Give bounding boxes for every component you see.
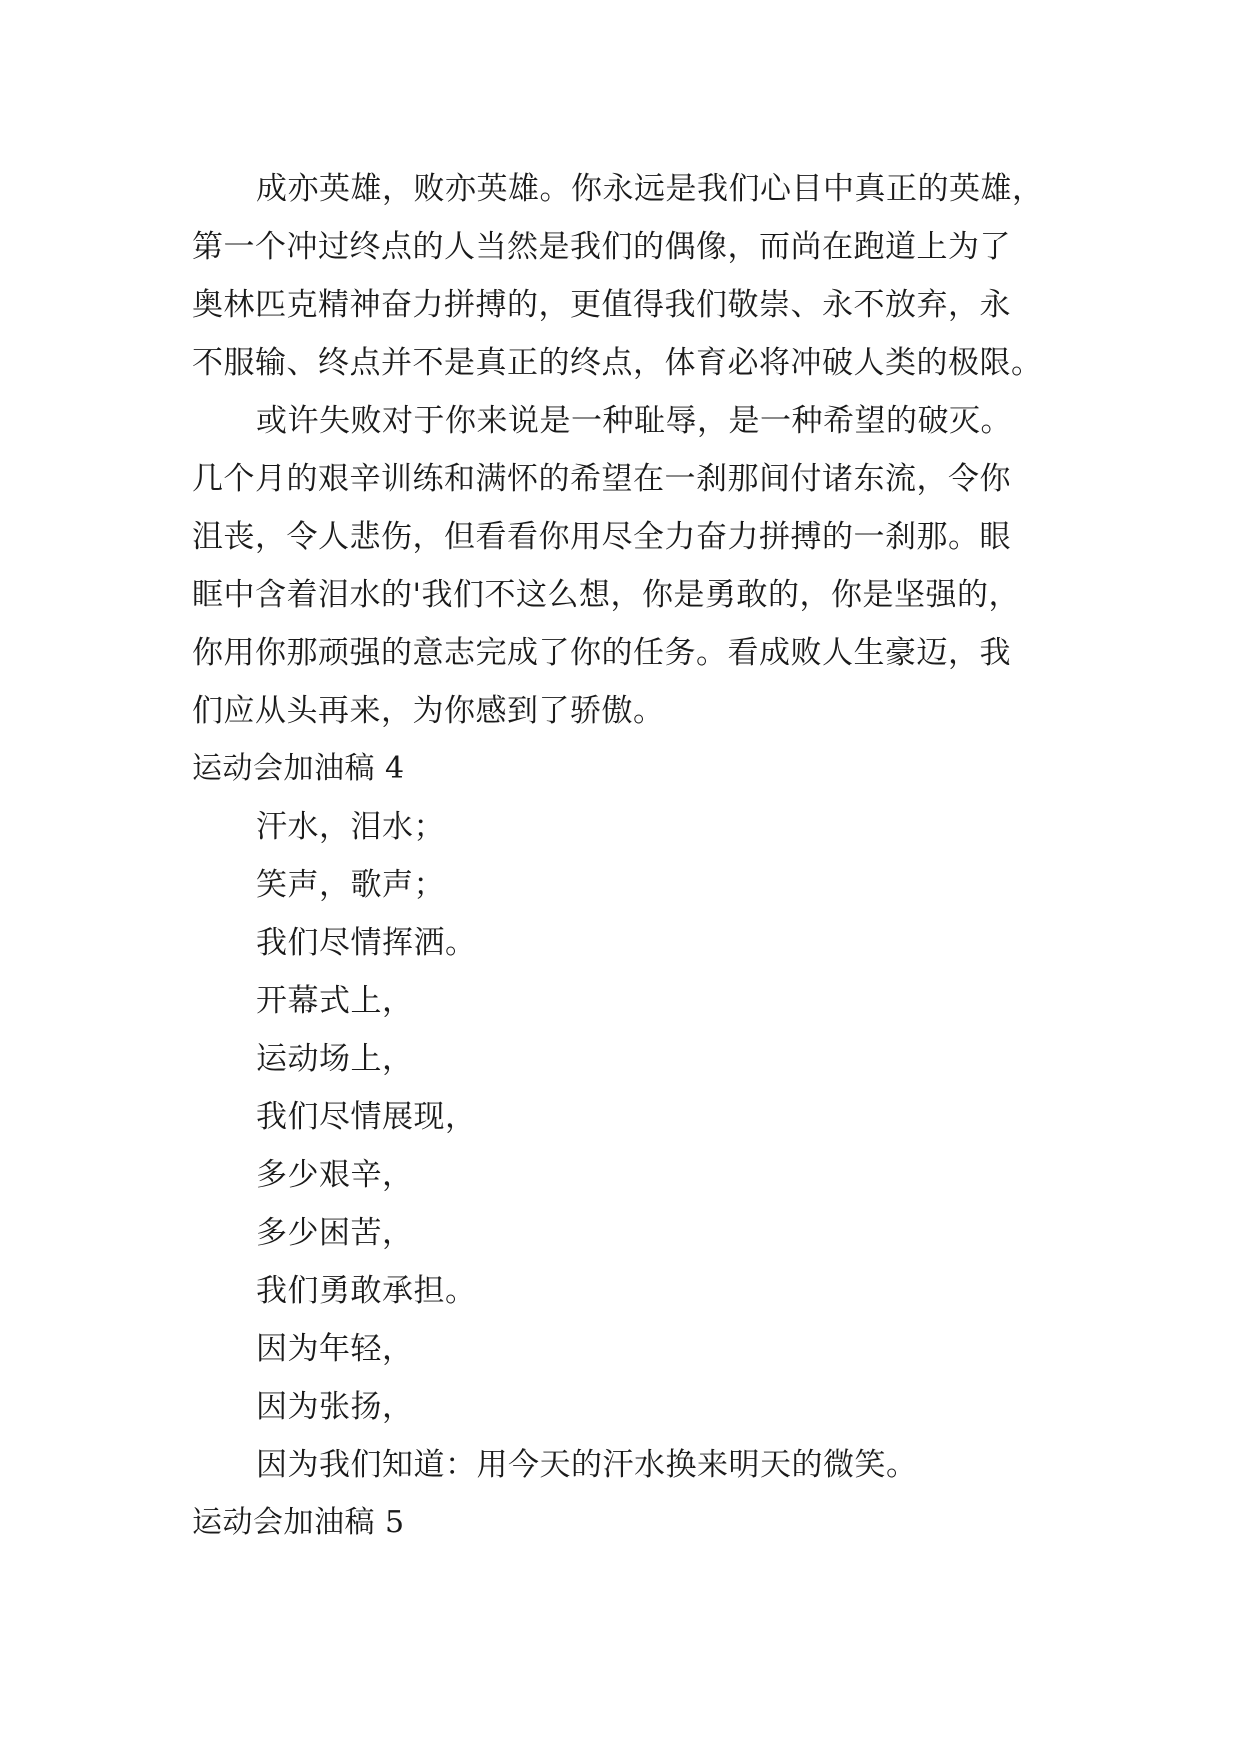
poem-line: 多少艰辛，	[256, 1157, 414, 1193]
section-heading-5: 运动会加油稿 5	[192, 1505, 405, 1540]
section-heading-4: 运动会加油稿 4	[192, 751, 405, 786]
poem-line: 多少困苦，	[256, 1215, 414, 1251]
paragraph-line: 几个月的艰辛训练和满怀的希望在一刹那间付诸东流，令你	[192, 461, 1011, 497]
paragraph-line: 成亦英雄，败亦英雄。你永远是我们心目中真正的英雄，	[256, 171, 1044, 207]
poem-line: 我们尽情挥洒。	[256, 925, 477, 961]
poem-line: 汗水，泪水；	[256, 809, 445, 845]
poem-line: 开幕式上，	[256, 983, 414, 1019]
paragraph-line: 第一个冲过终点的人当然是我们的偶像，而尚在跑道上为了	[192, 229, 1011, 265]
poem-line: 因为年轻，	[256, 1331, 414, 1367]
paragraph-line: 眶中含着泪水的'我们不这么想，你是勇敢的，你是坚强的，	[192, 577, 1021, 613]
poem-line: 我们尽情展现，	[256, 1099, 477, 1135]
paragraph-line: 不服输、终点并不是真正的终点，体育必将冲破人类的极限。	[192, 345, 1043, 381]
paragraph-line: 你用你那顽强的意志完成了你的任务。看成败人生豪迈，我	[192, 635, 1011, 671]
poem-line: 因为我们知道：用今天的汗水换来明天的微笑。	[256, 1447, 918, 1483]
poem-line: 因为张扬，	[256, 1389, 414, 1425]
poem-line: 运动场上，	[256, 1041, 414, 1077]
paragraph-line: 们应从头再来，为你感到了骄傲。	[192, 693, 665, 729]
document-body	[192, 160, 1072, 1552]
paragraph-line: 奥林匹克精神奋力拼搏的，更值得我们敬崇、永不放弃，永	[192, 287, 1011, 323]
paragraph-line: 沮丧，令人悲伤，但看看你用尽全力奋力拼搏的一刹那。眼	[192, 519, 1011, 555]
poem-line: 我们勇敢承担。	[256, 1273, 477, 1309]
poem-line: 笑声，歌声；	[256, 867, 445, 903]
paragraph-line: 或许失败对于你来说是一种耻辱，是一种希望的破灭。	[256, 403, 1012, 439]
